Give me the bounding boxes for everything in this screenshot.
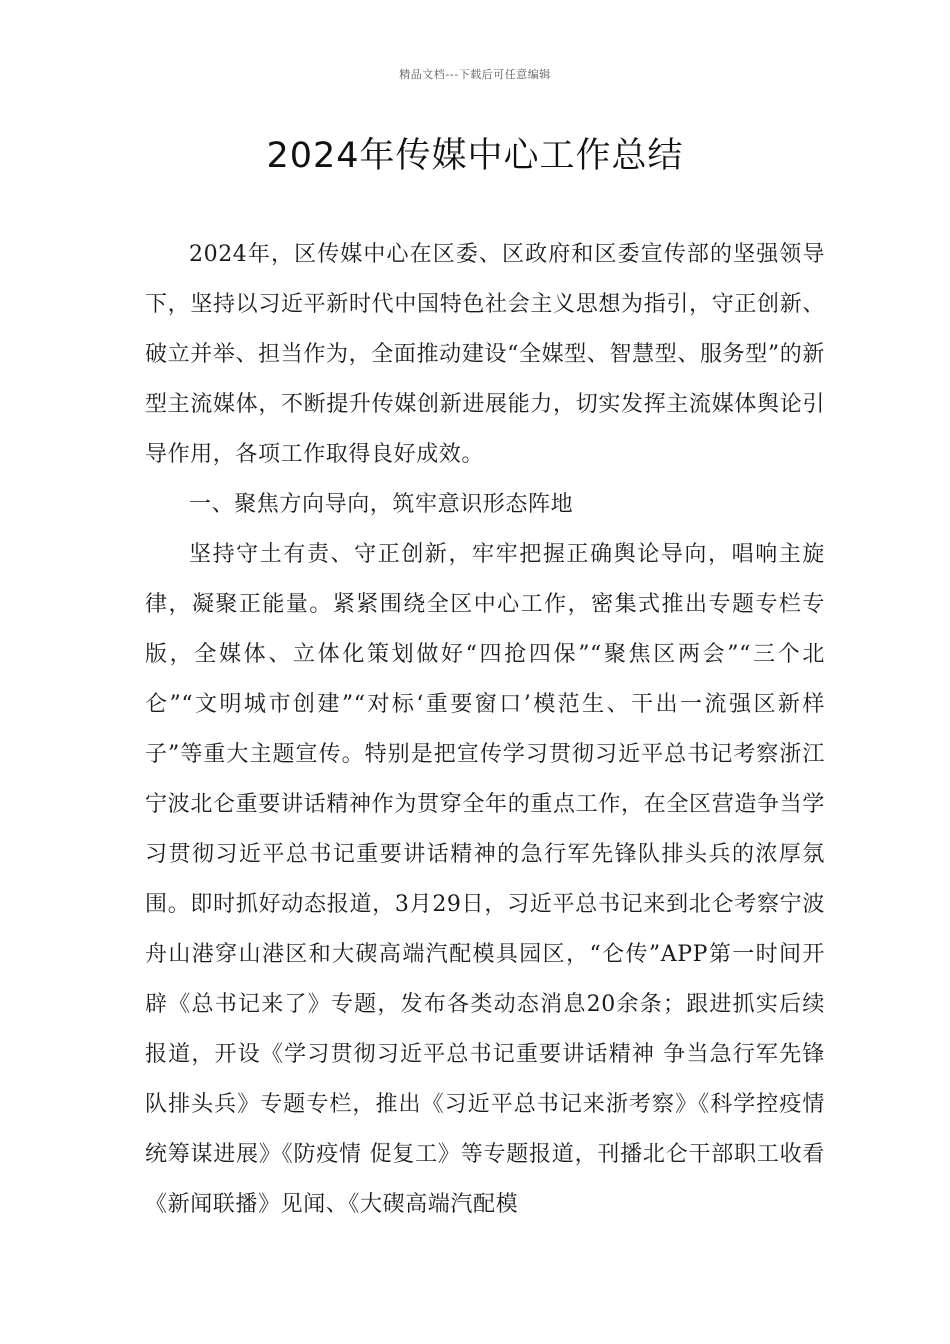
document-title: 2024年传媒中心工作总结 (266, 136, 684, 176)
paragraph-intro: 2024年，区传媒中心在区委、区政府和区委宣传部的坚强领导下，坚持以习近平新时代中国特色社会主义思想为指引，守正创新、破立并举、担当作为，全面推动建设“全媒型、智慧型、服务型”的新型主流媒体，不断提升传媒创新进展能力，切实发挥主流媒体舆论引导作用，各项工作取得良好成效。 (145, 242, 825, 467)
header-note: 精品文档---下载后可任意编辑 (399, 68, 551, 81)
paragraph-section-1: 坚持守土有责、守正创新，牢牢把握正确舆论导向，唱响主旋律，凝聚正能量。紧紧围绕全区中心工作，密集式推出专题专栏专版，全媒体、立体化策划做好“四抢四保”“聚焦区两会”“三个北仑”“文明城市创建”“对标‘重要窗口’模范生、干出一流强区新样子”等重大主题宣传。特别是把宣传学习贯彻习近平总书记考察浙江宁波北仑重要讲话精神作为贯穿全年的重点工作，在全区营造争当学习贯彻习近平总书记重要讲话精神的急行军先锋队排头兵的浓厚氛围。即时抓好动态报道，3月29日，习近平总书记来到北仑考察宁波舟山港穿山港区和大碶高端汽配模具园区，“仑传”APP第一时间开辟《总书记来了》专题，发布各类动态消息20余条；跟进抓实后续报道，开设《学习贯彻习近平总书记重要讲话精神 争当急行军先锋队排头兵》专题专栏，推出《习近平总书记来浙考察》《科学控疫情 统筹谋进展》《防疫情 促复工》等专题报道，刊播北仑干部职工收看《新闻联播》见闻、《大碶高端汽配模 (145, 542, 825, 1217)
document-body (145, 230, 825, 1230)
section-heading-1: 一、聚焦方向导向，筑牢意识形态阵地 (189, 492, 574, 517)
